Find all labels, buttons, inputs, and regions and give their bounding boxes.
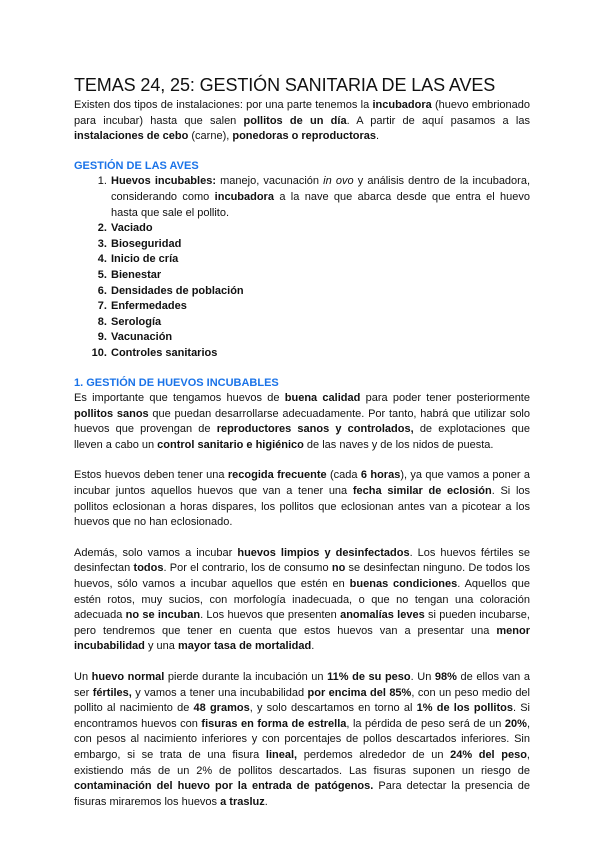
list-item: 10. Controles sanitarios [110, 346, 530, 362]
text-run: manejo, vacunación [215, 175, 324, 188]
bold-run: fecha similar de eclosión [352, 485, 492, 498]
text-run: . Si los pollitos eclosionan a horas dispares, los pollitos que eclosionan antes van a picotear a los huevos que no han eclosionado. [74, 485, 531, 529]
bold-run: a trasluz [220, 795, 265, 808]
bold-run: pollitos sanos [74, 407, 149, 420]
bold-run: pollitos de un día [243, 114, 347, 127]
text-run: . [311, 640, 315, 653]
bold-run: lineal, [265, 748, 298, 761]
text-run: perdemos alrededor de un [297, 748, 451, 761]
section-heading-gestion: GESTIÓN DE LAS AVES [74, 159, 199, 172]
text-run: y análisis dentro de la incubadora, considerando como [111, 175, 531, 203]
text-run: . Por el contrario, los de consumo [163, 562, 332, 575]
bold-run: no se incuban [125, 609, 201, 622]
bold-run: menor incubabilidad [74, 624, 530, 653]
bold-run: mayor tasa de mortalidad [177, 640, 312, 653]
bold-run: todos [133, 562, 164, 575]
list-item: 9. Vacunación [110, 330, 530, 346]
bold-run: incubadora [214, 190, 274, 203]
bold-run: 48 gramos [193, 702, 250, 715]
bold-run: ponedoras o reproductoras [232, 130, 376, 143]
bold-run: Huevos incubables: [111, 175, 216, 188]
intro-paragraph [74, 98, 530, 145]
bold-run: 20% [504, 717, 527, 730]
text-run: . Los huevos que presenten [200, 609, 341, 622]
bold-run: buena calidad [284, 392, 361, 405]
text-run: Existen dos tipos de instalaciones: por una parte tenemos la [74, 99, 373, 111]
text-run: (huevo embrionado para incubar) hasta que salen [74, 99, 530, 127]
paragraph-3 [74, 546, 530, 655]
text-run: de ellos van a ser [74, 671, 531, 699]
bold-run: huevos limpios y desinfectados [237, 546, 410, 559]
text-run: . Si encontramos huevos con [74, 702, 531, 730]
text-run: , la pérdida de peso será de un [346, 717, 505, 730]
text-run: . [264, 795, 268, 808]
bold-run: contaminación del huevo por la entrada de patógenos. [74, 780, 374, 793]
list-item: 6. Densidades de población [110, 284, 530, 300]
text-run: , existiendo más de un 2% de pollitos descartados. Las fisuras suponen un riesgo de [74, 748, 530, 777]
bold-run: recogida frecuente [227, 469, 327, 482]
bold-run: 11% de su peso [327, 671, 411, 683]
text-run: a la nave que abarca desde que entra el huevo hasta que sale el pollito. [111, 190, 530, 219]
text-run: para poder tener posteriormente [360, 392, 530, 405]
bold-run: anomalías leves [340, 609, 425, 622]
text-run: . Aquellos que estén rotos, muy sucios, con morfología inadecuada, o que no tengan una coloración adecuada [74, 578, 531, 622]
bold-run: 6 horas [360, 469, 401, 482]
list-item: 8. Serología [110, 315, 530, 331]
list-item: 2. Vaciado [110, 221, 530, 237]
text-run: Un [74, 671, 92, 683]
text-run: Es importante que tengamos huevos de [74, 392, 285, 405]
text-run: de las naves y de los nidos de puesta. [303, 438, 494, 451]
bold-run: control sanitario e higiénico [157, 438, 304, 451]
italic-run: in ovo [323, 175, 354, 188]
bold-run: huevo normal [91, 671, 165, 683]
text-run: , con un peso medio del pollito al nacimiento de [74, 686, 530, 715]
text-run: (cada [326, 469, 361, 482]
list-item: 3. Bioseguridad [110, 237, 530, 253]
list-item: 5. Bienestar [110, 268, 530, 284]
text-run: . Los huevos fértiles se desinfectan [74, 546, 530, 575]
text-run: . [375, 130, 380, 143]
list-item: 7. Enfermedades [110, 299, 530, 315]
text-run: pierde durante la incubación un [164, 671, 328, 683]
paragraph-2 [74, 468, 530, 530]
bold-run: 98% [434, 671, 457, 683]
bold-run: por encima del 85% [307, 686, 412, 699]
text-run: Además, solo vamos a incubar [74, 546, 238, 559]
text-run: . Un [410, 671, 435, 683]
text-run: de explotaciones que lleven a cabo un [74, 423, 530, 451]
bold-run: 1% de los pollitos [416, 702, 513, 715]
text-run: , con pesos al nacimiento inferiores y con porcentajes de pollos descartados inferiores. Sin embargo, si se trata de una fisura [74, 717, 530, 761]
text-run: . A partir de aquí pasamos a las [346, 114, 530, 127]
page-title: TEMAS 24, 25: GESTIÓN SANITARIA DE LAS AVES [74, 75, 496, 95]
paragraph-4 [74, 670, 530, 810]
bold-run: incubadora [372, 99, 432, 111]
text-run: (carne), [188, 130, 233, 143]
section-heading-huevos: 1. GESTIÓN DE HUEVOS INCUBABLES [74, 376, 279, 389]
text-run: Estos huevos deben tener una [74, 469, 228, 482]
bold-run: 24% del peso [450, 748, 527, 761]
text-run: Para detectar la presencia de fisuras miraremos los huevos [74, 780, 530, 808]
gestion-list [74, 174, 530, 361]
text-run: se desinfectan ninguno. De todos los huevos, sólo vamos a incubar aquellos que estén en [74, 562, 530, 591]
text-run: y una [144, 640, 178, 653]
list-item: 4. Inicio de cría [110, 252, 530, 268]
text-run: si pueden incubarse, pero tendremos que tener en cuenta que estos huevos van a presentar una [74, 609, 530, 637]
text-run: ), ya que vamos a poner a incubar juntos aquellos huevos que van a tener una [74, 469, 531, 498]
bold-run: instalaciones de cebo [74, 130, 189, 143]
bold-run: reproductores sanos y controlados, [216, 423, 414, 436]
paragraph-1 [74, 391, 530, 453]
list-item [110, 174, 530, 221]
bold-run: buenas condiciones [349, 578, 458, 591]
text-run: que puedan desarrollarse adecuadamente. Por tanto, habrá que utilizar solo huevos que provengan de [74, 407, 530, 436]
bold-run: no [331, 562, 346, 575]
text-run: , y solo descartamos en torno al [249, 702, 417, 715]
bold-run: fértiles, [92, 686, 132, 699]
bold-run: fisuras en forma de estrella [201, 717, 347, 730]
text-run: y vamos a tener una incubabilidad [131, 686, 308, 699]
